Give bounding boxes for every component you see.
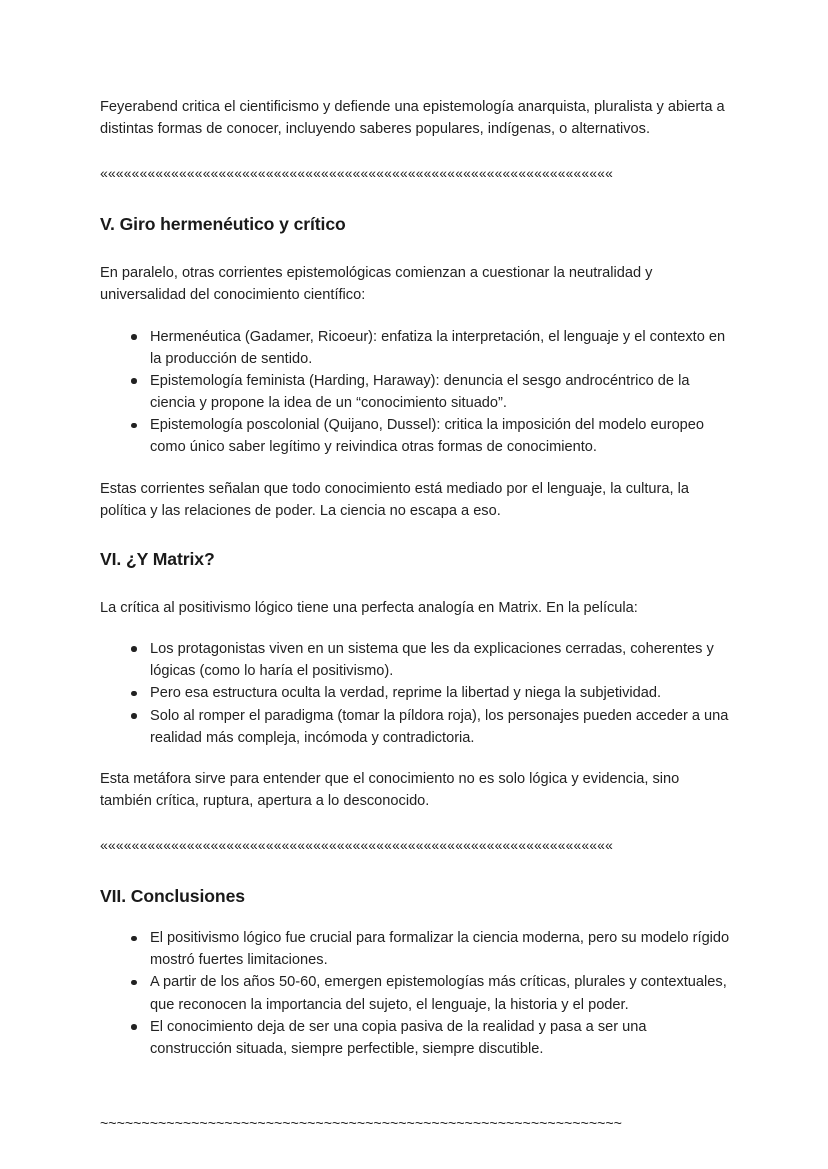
separator-middle: ««««««««««««««««««««««««««««««««««««««««««««««««««««««««««««««««« [100,838,613,855]
spacer [100,236,732,262]
section-v-bullet-list [100,326,732,459]
list-item: Epistemología poscolonial (Quijano, Dussel): critica la imposición del modelo europeo como único saber legítimo y reivindica otras formas de conocimiento. [150,414,732,458]
list-item: Epistemología feminista (Harding, Haraway): denuncia el sesgo androcéntrico de la ciencia y propone la idea de un “conocimiento situado”. [150,370,732,414]
section-v-lead-paragraph: En paralelo, otras corrientes epistemológicas comienzan a cuestionar la neutralidad y universalidad del conocimiento científico: [100,265,653,304]
list-item: Los protagonistas viven en un sistema que les da explicaciones cerradas, coherentes y lógicas (como lo haría el positivismo). [150,638,732,682]
document-body [100,96,732,1133]
spacer [100,908,732,927]
intro-paragraph: Feyerabend critica el cientificismo y defiende una epistemología anarquista, pluralista y abierta a distintas formas de conocer, incluyendo saberes populares, indígenas, o alternativos. [100,99,725,138]
section-heading-vi: VI. ¿Y Matrix? [100,548,215,569]
list-item: Pero esa estructura oculta la verdad, reprime la libertad y niega la subjetividad. [150,682,732,704]
spacer [100,855,732,885]
separator-bottom: ~~~~~~~~~~~~~~~~~~~~~~~~~~~~~~~~~~~~~~~~~~~~~~~~~~~~~~~~~~~~~~~ [100,1116,622,1133]
spacer [100,307,732,326]
spacer [100,459,732,478]
separator-top: ««««««««««««««««««««««««««««««««««««««««««««««««««««««««««««««««« [100,166,613,183]
spacer [100,812,732,838]
section-vi-lead-paragraph: La crítica al positivismo lógico tiene una perfecta analogía en Matrix. En la película: [100,599,638,616]
section-vi-closing-paragraph: Esta metáfora sirve para entender que el conocimiento no es solo lógica y evidencia, sino también crítica, ruptura, apertura a lo desconocido. [100,770,680,810]
list-item: Solo al romper el paradigma (tomar la píldora roja), los personajes pueden acceder a una realidad más compleja, incómoda y contradictoria. [150,705,732,749]
spacer [100,140,732,166]
list-item: El conocimiento deja de ser una copia pasiva de la realidad y pasa a ser una construcción situada, siempre perfectible, siempre discutible. [150,1016,732,1060]
list-item: Hermenéutica (Gadamer, Ricoeur): enfatiza la interpretación, el lenguaje y el contexto en la producción de sentido. [150,326,732,370]
spacer [100,571,732,597]
list-item: El positivismo lógico fue crucial para formalizar la ciencia moderna, pero su modelo rígido mostró fuertes limitaciones. [150,927,732,971]
spacer [100,1090,732,1116]
section-v-closing-paragraph: Estas corrientes señalan que todo conocimiento está mediado por el lenguaje, la cultura, la política y las relaciones de poder. La ciencia no escapa a eso. [100,480,689,519]
spacer [100,619,732,638]
section-vii-bullet-list [100,927,732,1060]
spacer [100,522,732,548]
spacer [100,1060,732,1090]
spacer [100,749,732,768]
spacer [100,183,732,213]
section-vi-bullet-list [100,638,732,749]
list-item: A partir de los años 50-60, emergen epistemologías más críticas, plurales y contextuales, que reconocen la importancia del sujeto, el lenguaje, la historia y el poder. [150,971,732,1015]
section-heading-vii: VII. Conclusiones [100,886,245,907]
section-heading-v: V. Giro hermenéutico y crítico [100,214,346,235]
